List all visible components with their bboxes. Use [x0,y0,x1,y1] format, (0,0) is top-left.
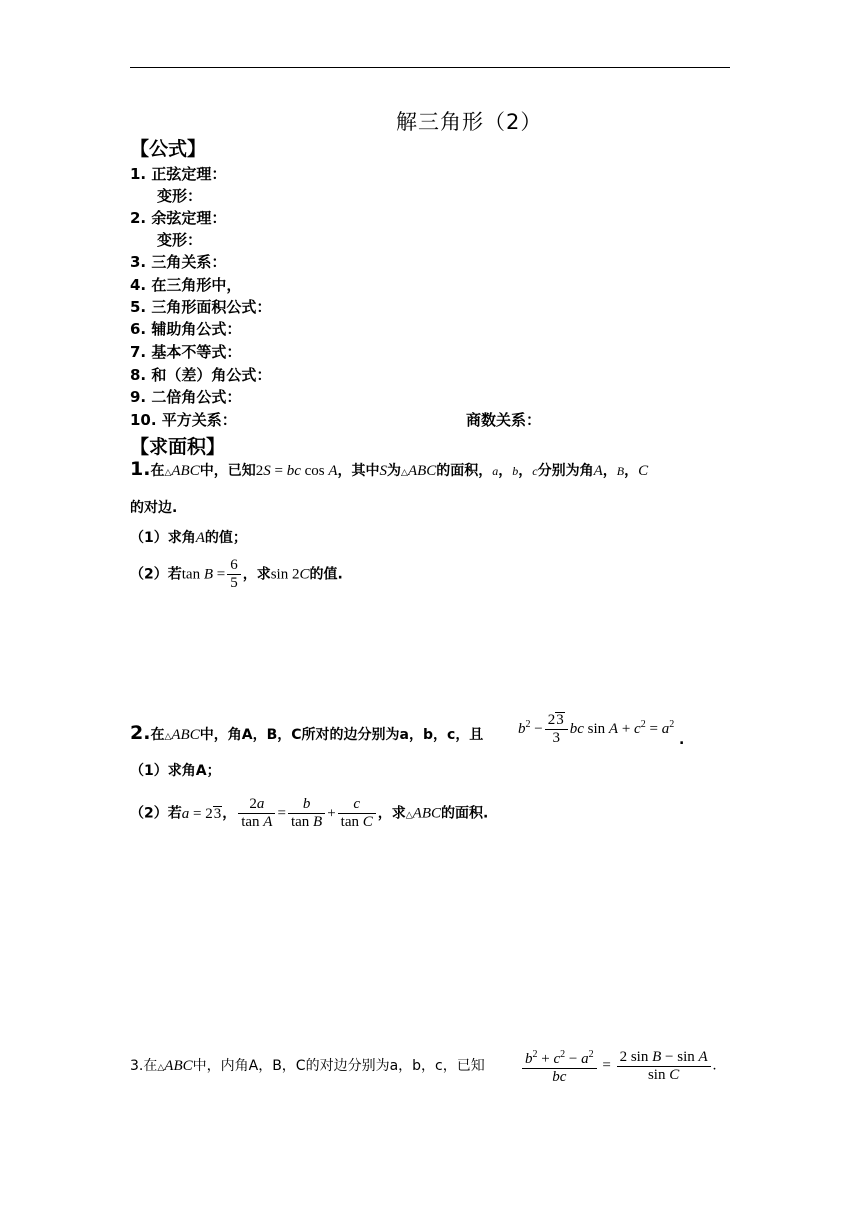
question-1-part-2: （2）若tan B = $\frac{6}{5}$ ，求sin 2C的值. [130,557,343,591]
area-heading: 【求面积】 [130,436,226,458]
question-2-line-1: 2.在△ABC中，角A，B，C所对的边分别为a，b，c，且 [130,722,484,744]
question-2-part-2: （2）若a = 23， $\frac{2a}{\text{tan A}}$ = $\frac{b}{\text{tan B}}$ + $\frac{c}{\text{tan C}}$ ，求△ABC的面积. [130,796,489,830]
page-title: 解三角形（2） [396,110,543,134]
formula-item-8: 8. 和（差）角公式： [130,366,272,384]
formula-item-4: 4. 在三角形中， [130,276,242,294]
question-3-equation: $\frac{b^2 + c^2 - a^2}{bc}$ = $\frac{\text{2 sin B − sin A}}{\text{sin C}}$ . [520,1046,716,1086]
question-2-equation: $b^2$ − $\frac{23}{3}$ bc $\sin A + c^2 = a^2$ [518,712,675,746]
formula-item-3: 3. 三角关系： [130,253,227,271]
question-3-line-1: 3.在△ABC中，内角A，B，C的对边分别为a，b，c，已知 [130,1058,485,1074]
formula-heading: 【公式】 [130,138,207,160]
question-1-number: 1. [130,458,151,480]
formula-item-5: 5. 三角形面积公式： [130,298,272,316]
question-2-period: . [679,732,685,748]
formula-item-9: 9. 二倍角公式： [130,388,242,406]
formula-2S: 2S = bc cos A [255,463,338,479]
question-1-part-1: （1）求角A的值； [130,530,247,546]
formula-item-10b: 商数关系： [466,411,542,429]
formula-item-1: 1. 正弦定理： [130,165,227,183]
question-2-number: 2. [130,722,151,744]
formula-item-6: 6. 辅助角公式： [130,320,242,338]
question-1-line-2: 的对边. [130,500,178,516]
formula-item-1-variant: 变形： [157,187,203,205]
question-2-part-1: （1）求角A； [130,763,221,779]
formula-item-2-variant: 变形： [157,231,203,249]
formula-item-7: 7. 基本不等式： [130,343,242,361]
header-rule [130,67,730,68]
formula-item-2: 2. 余弦定理： [130,209,227,227]
formula-item-10: 10. 平方关系： [130,411,237,429]
fraction-6-5: $\frac{6}{5}$ [227,557,241,592]
question-1-line-1: 1.在△ABC中，已知2S = bc cos A，其中S为△ABC的面积，a，b，c分别为角A，B，C [130,458,649,480]
